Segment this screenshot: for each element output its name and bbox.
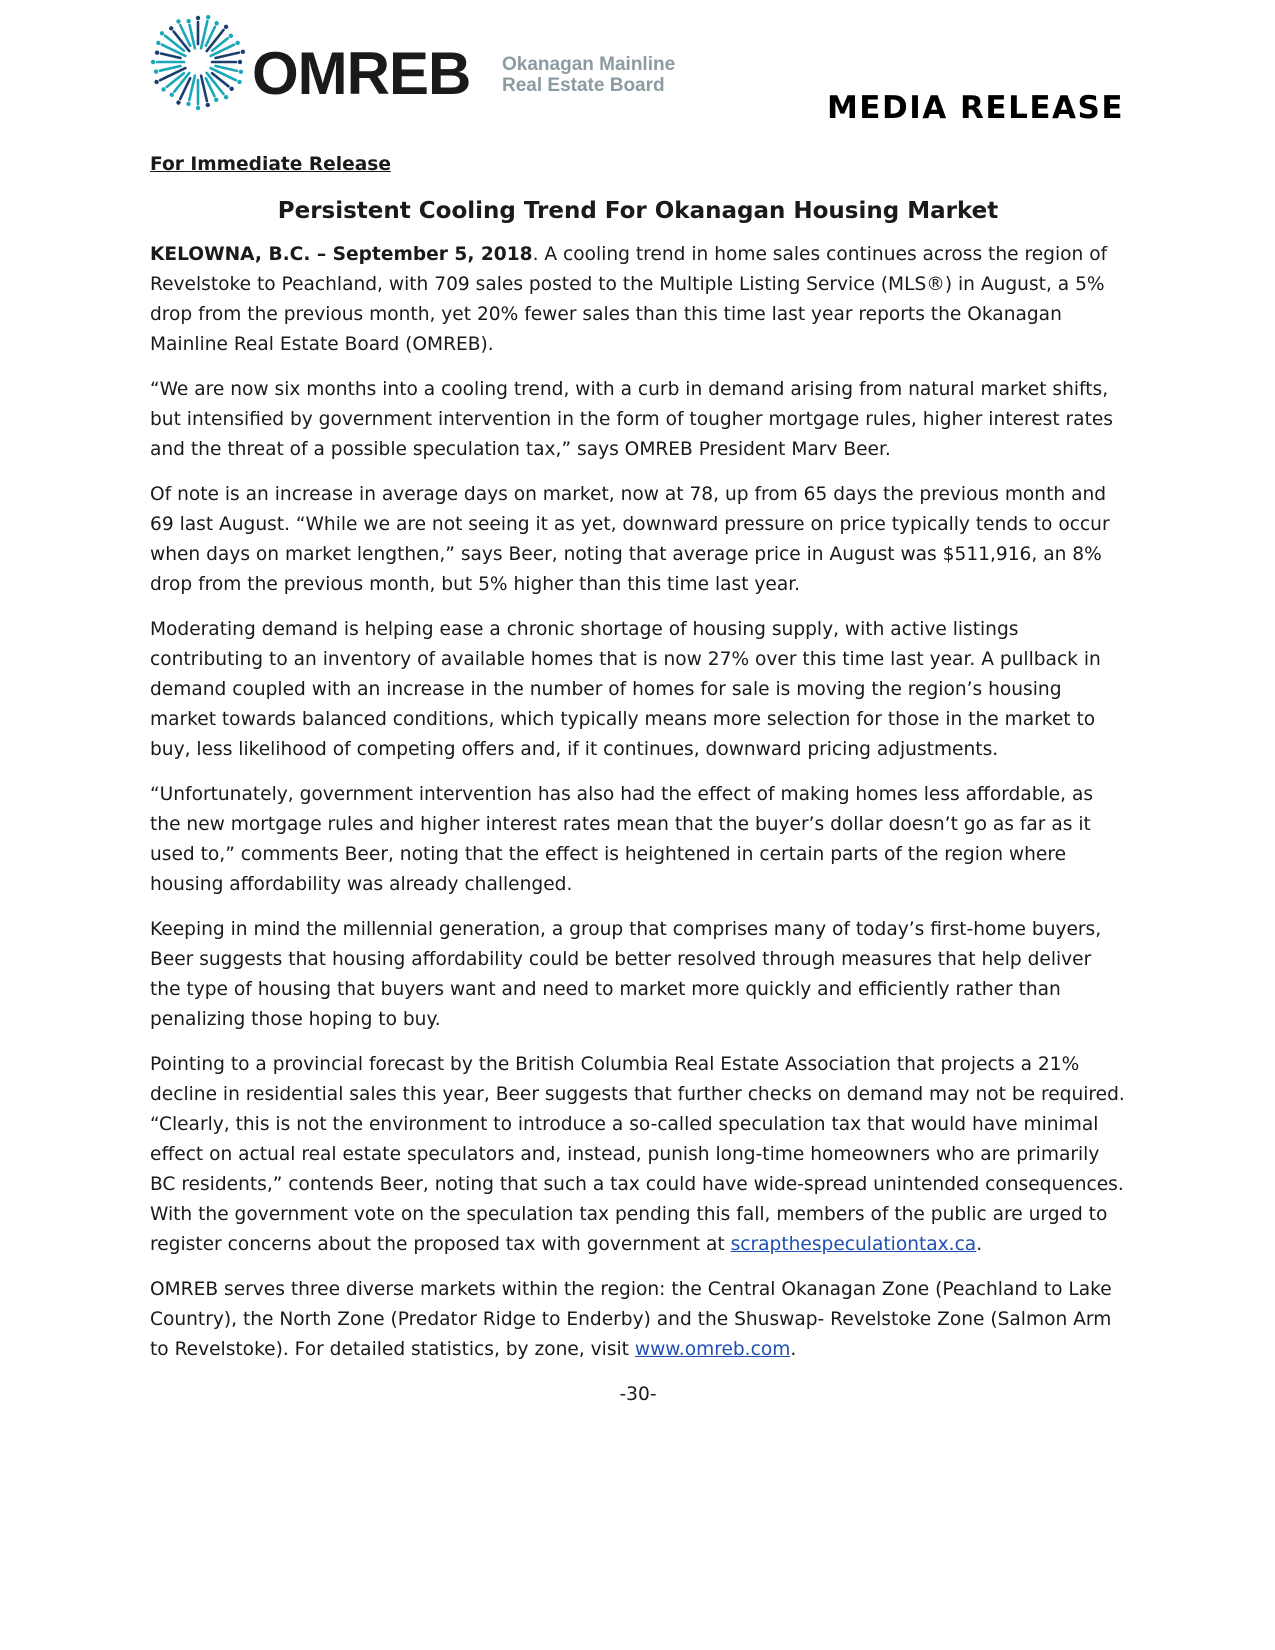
media-release-heading: MEDIA RELEASE [826, 90, 1124, 126]
paragraph-1-text: . A cooling trend in home sales continues across the region of Revelstoke to Peachland, with 709 sales posted to the Multiple Listing Service (MLS®) in August, a 5% drop from the previous month, yet 20% fewer sales than this time last year reports the Okanagan Mainline Real Estate Board (OMREB). [150, 244, 1108, 355]
logo-tagline [502, 54, 675, 96]
logo-wordmark: OMREB [252, 40, 471, 107]
paragraph-6: Keeping in mind the millennial generation, a group that comprises many of today’s first-home buyers, Beer suggests that housing affordability could be better resolved through measures that help deliver the type of housing that buyers want and need to market more quickly and efficiently rather than penalizing those hoping to buy. [150, 919, 1102, 1030]
dateline: KELOWNA, B.C. – September 5, 2018 [150, 244, 533, 265]
paragraph-4: Moderating demand is helping ease a chronic shortage of housing supply, with active listings contributing to an inventory of available homes that is now 27% over this time last year. A pullback in demand coupled with an increase in the number of homes for sale is moving the region’s housing market towards balanced conditions, which typically means more selection for those in the market to buy, less likelihood of competing offers and, if it continues, downward pricing adjustments. [150, 619, 1101, 760]
paragraph-1 [150, 240, 1126, 360]
end-mark: -30- [619, 1384, 657, 1405]
omreb-logo [150, 14, 710, 114]
paragraph-7 [150, 1050, 1126, 1260]
paragraph-7-end: . [976, 1234, 983, 1255]
logo-tagline-line1: Okanagan Mainline [502, 54, 676, 75]
paragraph-8 [150, 1275, 1126, 1365]
starburst-logo-icon [150, 14, 246, 110]
paragraph-5: “Unfortunately, government intervention has also had the effect of making homes less affordable, as the new mortgage rules and higher interest rates mean that the buyer’s dollar doesn’t go as far as it used to,” comments Beer, noting that the effect is heightened in certain parts of the region where housing affordability was already challenged. [150, 784, 1094, 895]
omreb-website-link[interactable]: www.omreb.com [634, 1339, 791, 1360]
immediate-release-label: For Immediate Release [150, 154, 391, 175]
paragraph-7-text: Pointing to a provincial forecast by the British Columbia Real Estate Association that projects a 21% decline in residential sales this year, Beer suggests that further checks on demand may not be required. “Clearly, this is not the environment to introduce a so-called speculation tax that would have minimal effect on actual real estate speculators and, instead, punish long-time homeowners who are primarily BC residents,” contends Beer, noting that such a tax could have wide-spread unintended consequences. With the government vote on the speculation tax pending this fall, members of the public are urged to register concerns about the proposed tax with government at [150, 1054, 1125, 1255]
release-body [150, 150, 1126, 1410]
release-headline: Persistent Cooling Trend For Okanagan Housing Market [277, 198, 999, 224]
speculation-tax-link[interactable]: scrapthespeculationtax.ca [730, 1234, 977, 1255]
paragraph-2: “We are now six months into a cooling trend, with a curb in demand arising from natural market shifts, but intensified by government intervention in the form of tougher mortgage rules, higher interest rates and the threat of a possible speculation tax,” says OMREB President Marv Beer. [150, 379, 1113, 460]
paragraph-3: Of note is an increase in average days on market, now at 78, up from 65 days the previous month and 69 last August. “While we are not seeing it as yet, downward pressure on price typically tends to occur when days on market lengthen,” says Beer, noting that average price in August was $511,916, an 8% drop from the previous month, but 5% higher than this time last year. [150, 484, 1110, 595]
logo-tagline-line2: Real Estate Board [502, 75, 665, 96]
paragraph-8-text: OMREB serves three diverse markets within the region: the Central Okanagan Zone (Peachland to Lake Country), the North Zone (Predator Ridge to Enderby) and the Shuswap- Revelstoke Zone (Salmon Arm to Revelstoke). For detailed statistics, by zone, visit [150, 1279, 1112, 1360]
paragraph-8-end: . [790, 1339, 797, 1360]
